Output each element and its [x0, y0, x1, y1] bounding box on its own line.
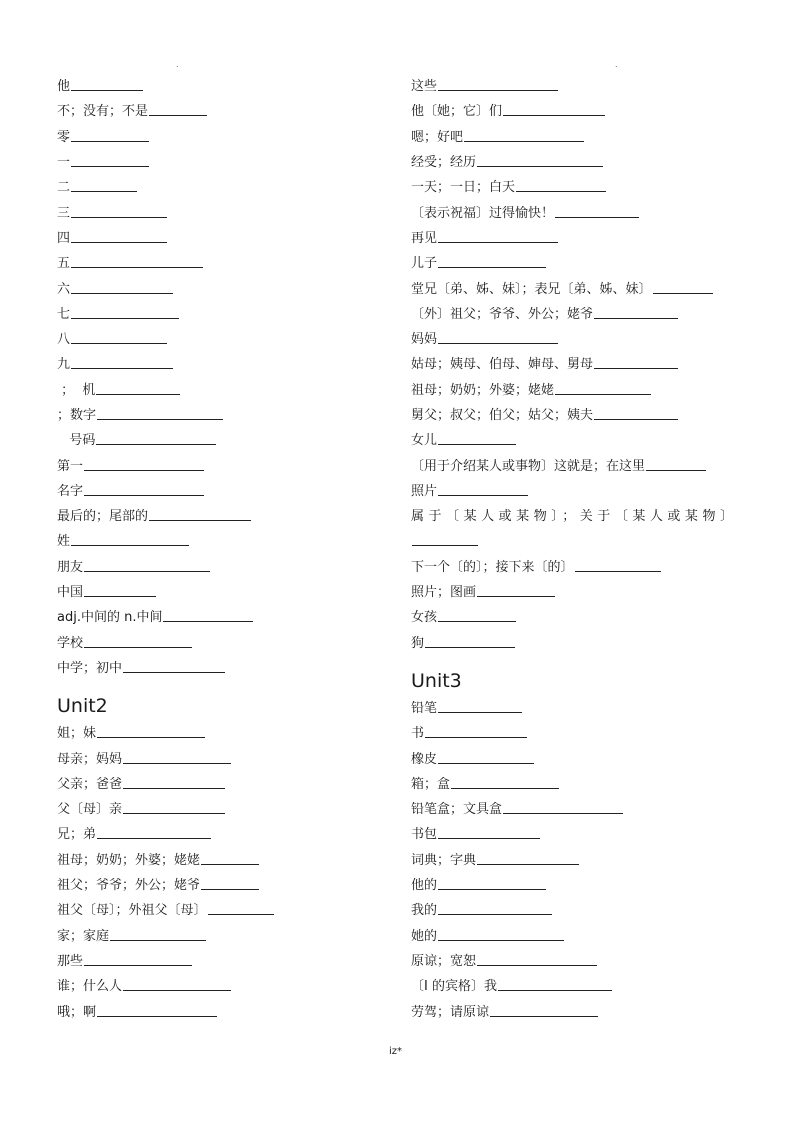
vocab-label: 谁；什么人	[57, 979, 123, 995]
vocab-label: ； 机	[57, 382, 96, 398]
vocab-list-unit2	[57, 721, 377, 1025]
answer-blank[interactable]	[110, 940, 206, 941]
vocab-label: 不；没有；不是	[57, 104, 149, 120]
vocab-list-unit1	[57, 74, 377, 681]
vocab-label: 兄；弟	[57, 827, 97, 843]
vocab-row	[411, 746, 733, 771]
vocab-label: 嗯；好吧	[411, 129, 464, 145]
answer-blank[interactable]	[477, 596, 555, 597]
answer-blank[interactable]	[71, 242, 167, 243]
vocab-label: 祖母；奶奶；外婆；姥姥	[57, 852, 201, 868]
vocab-label: 学校	[57, 635, 84, 651]
vocab-label: 我的	[411, 903, 438, 919]
answer-blank[interactable]	[438, 343, 558, 344]
vocab-row	[411, 125, 733, 150]
vocab-row	[57, 150, 377, 175]
answer-blank[interactable]	[71, 217, 167, 218]
vocab-row	[411, 302, 733, 327]
answer-blank[interactable]	[71, 318, 179, 319]
answer-blank[interactable]	[201, 889, 259, 890]
vocab-row	[411, 580, 733, 605]
vocab-label: 姑母；姨母、伯母、婶母、舅母	[411, 357, 594, 373]
answer-blank[interactable]	[123, 990, 231, 991]
answer-blank[interactable]	[97, 737, 205, 738]
vocab-row	[411, 428, 733, 453]
vocab-label: 七	[57, 306, 71, 322]
vocab-label: 九	[57, 357, 71, 373]
vocab-row	[411, 403, 733, 428]
answer-blank[interactable]	[490, 1016, 598, 1017]
vocab-row	[57, 822, 377, 847]
vocab-row	[57, 529, 377, 554]
answer-blank[interactable]	[477, 864, 579, 865]
answer-blank[interactable]	[71, 90, 143, 91]
answer-blank[interactable]	[84, 470, 204, 471]
vocab-label: 〔表示祝福〕过得愉快！	[411, 205, 555, 221]
vocab-label: 这些	[411, 79, 438, 95]
vocab-label: 妈妈	[411, 332, 438, 348]
vocab-label: 四	[57, 230, 71, 246]
vocab-row	[57, 226, 377, 251]
vocab-label: 他的	[411, 878, 438, 894]
answer-blank[interactable]	[653, 293, 713, 294]
vocab-label: 铅笔盒；文具盒	[411, 802, 503, 818]
vocab-label: 姐；妹	[57, 726, 97, 742]
vocab-label: 中国	[57, 585, 84, 601]
vocab-row	[411, 175, 733, 200]
vocab-row	[411, 150, 733, 175]
vocab-row	[411, 378, 733, 403]
vocab-label: 号码	[57, 433, 96, 449]
vocab-label: 祖父〔母〕；外祖父〔母〕	[57, 903, 207, 919]
page-footer-mark: iz*	[389, 1046, 403, 1057]
answer-blank[interactable]	[594, 318, 678, 319]
vocab-label: 女儿	[411, 433, 438, 449]
vocab-row	[57, 403, 377, 428]
vocab-label: 原谅；宽恕	[411, 953, 477, 969]
vocab-label: 书包	[411, 827, 438, 843]
answer-blank[interactable]	[123, 813, 225, 814]
vocab-label: 舅父；叔父；伯父；姑父；姨夫	[411, 408, 594, 423]
answer-blank[interactable]	[451, 788, 559, 789]
answer-blank[interactable]	[71, 343, 167, 344]
answer-blank[interactable]	[594, 368, 678, 369]
answer-blank[interactable]	[84, 596, 156, 597]
answer-blank[interactable]	[438, 940, 564, 941]
vocab-label: 铅笔	[411, 700, 438, 716]
vocab-label: 中学；初中	[57, 660, 123, 676]
vocab-row	[57, 580, 377, 605]
answer-blank[interactable]	[201, 864, 259, 865]
vocab-label: 名字	[57, 483, 84, 499]
justified-vocab-line: 属于〔某人或某物〕；关于〔某人或某物〕	[411, 509, 733, 525]
vocab-label: 零	[57, 129, 71, 145]
vocab-row	[57, 302, 377, 327]
answer-blank[interactable]	[425, 737, 527, 738]
vocab-label: 劳驾；请原谅	[411, 1004, 490, 1020]
answer-blank[interactable]	[464, 141, 584, 142]
vocab-row	[57, 721, 377, 746]
answer-blank[interactable]	[84, 965, 192, 966]
vocab-row	[57, 631, 377, 656]
vocab-label: 姓	[57, 534, 71, 550]
answer-blank[interactable]	[97, 1016, 217, 1017]
vocab-label: 那些	[57, 953, 84, 969]
vocab-label: 母亲；妈妈	[57, 751, 123, 767]
vocab-label: 下一个〔的〕；接下来〔的〕	[411, 559, 574, 575]
answer-blank[interactable]	[149, 115, 207, 116]
vocab-label: 最后的；尾部的	[57, 509, 149, 525]
answer-blank[interactable]	[646, 470, 706, 471]
answer-blank[interactable]	[71, 166, 149, 167]
answer-blank[interactable]	[84, 495, 204, 496]
vocab-row	[57, 276, 377, 301]
vocab-row	[57, 949, 377, 974]
answer-blank[interactable]	[498, 990, 612, 991]
answer-blank[interactable]	[438, 267, 546, 268]
answer-blank[interactable]	[438, 712, 522, 713]
vocab-row	[57, 352, 377, 377]
vocab-label: 橡皮	[411, 751, 438, 767]
vocab-row	[411, 772, 733, 797]
vocab-row	[411, 226, 733, 251]
answer-blank[interactable]	[477, 166, 603, 167]
vocab-list-unit3	[411, 696, 733, 1025]
answer-blank[interactable]	[71, 293, 173, 294]
vocab-row	[411, 99, 733, 124]
vocab-label: 八	[57, 332, 71, 348]
vocab-row	[411, 74, 733, 99]
vocab-row	[411, 251, 733, 276]
vocab-row	[411, 453, 733, 478]
answer-blank[interactable]	[163, 621, 253, 622]
vocab-row	[57, 504, 377, 529]
vocab-label: 祖母；奶奶；外婆；姥姥	[411, 382, 555, 398]
vocab-label: 祖父；爷爷；外公；姥爷	[57, 878, 201, 894]
vocab-row	[57, 378, 377, 403]
answer-blank[interactable]	[71, 141, 149, 142]
answer-blank[interactable]	[123, 672, 225, 673]
answer-blank[interactable]	[123, 763, 231, 764]
answer-blank[interactable]	[438, 889, 546, 890]
vocab-label: adj.中间的 n.中间	[57, 610, 163, 626]
answer-blank[interactable]	[555, 217, 639, 218]
vocab-row	[57, 99, 377, 124]
vocab-label: 朋友	[57, 559, 84, 575]
vocab-row	[57, 605, 377, 630]
vocab-label: 〔用于介绍某人或事物〕这就是；在这里	[411, 458, 646, 474]
vocab-label: 家；家庭	[57, 928, 110, 944]
vocab-row	[57, 797, 377, 822]
vocab-label: 三	[57, 205, 71, 221]
vocab-row	[411, 974, 733, 999]
vocab-label: 五	[57, 256, 71, 272]
vocab-row	[57, 924, 377, 949]
vocab-row	[411, 605, 733, 630]
answer-blank[interactable]	[412, 545, 478, 546]
vocab-list-unit2-continued	[411, 74, 733, 504]
vocab-row	[411, 949, 733, 974]
vocab-label: 一天；一日；白天	[411, 180, 516, 196]
answer-blank[interactable]	[438, 914, 552, 915]
answer-blank[interactable]	[503, 813, 623, 814]
vocab-row	[57, 479, 377, 504]
answer-blank[interactable]	[71, 368, 173, 369]
vocab-row	[411, 999, 733, 1024]
answer-blank[interactable]	[503, 115, 605, 116]
answer-blank[interactable]	[438, 621, 516, 622]
vocab-row	[411, 479, 733, 504]
answer-blank[interactable]	[96, 444, 216, 445]
vocab-list-unit2-tail	[411, 555, 733, 656]
unit2-heading: Unit2	[57, 695, 108, 718]
vocab-row	[411, 898, 733, 923]
answer-blank[interactable]	[97, 419, 223, 420]
vocab-row	[57, 898, 377, 923]
answer-blank[interactable]	[149, 520, 251, 521]
vocab-row	[57, 428, 377, 453]
top-dot-right: .	[615, 60, 618, 69]
answer-blank[interactable]	[438, 495, 528, 496]
vocab-row	[411, 848, 733, 873]
vocab-row	[57, 656, 377, 681]
vocab-row	[57, 873, 377, 898]
vocab-label: 二	[57, 180, 71, 196]
vocab-row	[411, 352, 733, 377]
vocab-row	[57, 453, 377, 478]
vocab-row	[411, 276, 733, 301]
answer-blank[interactable]	[477, 965, 597, 966]
vocab-label: 父亲；爸爸	[57, 776, 123, 792]
answer-blank[interactable]	[425, 647, 515, 648]
answer-blank[interactable]	[438, 242, 558, 243]
vocab-label: 他〔她；它〕们	[411, 104, 503, 120]
vocab-row	[411, 696, 733, 721]
vocab-row	[57, 251, 377, 276]
answer-blank[interactable]	[438, 444, 516, 445]
answer-blank[interactable]	[84, 647, 192, 648]
vocab-label: 书	[411, 726, 425, 742]
vocab-row	[411, 822, 733, 847]
vocab-label: 她的	[411, 928, 438, 944]
vocab-label: 堂兄〔弟、姊、妹〕；表兄〔弟、姊、妹〕	[411, 281, 652, 297]
vocab-label: 父〔母〕亲	[57, 802, 123, 818]
vocab-label: 词典；字典	[411, 852, 477, 868]
vocab-label: 第一	[57, 458, 84, 474]
top-dot-left: .	[176, 60, 179, 69]
right-column	[411, 74, 733, 1025]
answer-blank[interactable]	[71, 545, 189, 546]
vocab-label: 哦；啊	[57, 1004, 97, 1020]
vocab-row	[57, 746, 377, 771]
vocab-label: 〔外〕祖父；爷爷、外公；姥爷	[411, 306, 594, 322]
answer-blank[interactable]	[71, 267, 203, 268]
vocab-row	[57, 555, 377, 580]
answer-blank[interactable]	[123, 788, 225, 789]
vocab-row	[57, 125, 377, 150]
vocab-row	[411, 924, 733, 949]
vocab-label: 〔I 的宾格〕我	[411, 979, 497, 995]
vocab-label: 经受；经历	[411, 155, 477, 171]
answer-blank[interactable]	[438, 763, 534, 764]
vocab-label: 六	[57, 281, 71, 297]
answer-blank[interactable]	[516, 191, 606, 192]
answer-blank[interactable]	[575, 571, 661, 572]
answer-blank[interactable]	[84, 571, 210, 572]
answer-blank[interactable]	[71, 191, 137, 192]
answer-blank[interactable]	[438, 90, 558, 91]
vocab-row	[57, 74, 377, 99]
vocab-row	[411, 555, 733, 580]
vocab-row	[57, 327, 377, 352]
vocab-label: 箱；盒	[411, 776, 451, 792]
vocab-row	[411, 200, 733, 225]
vocab-row	[57, 999, 377, 1024]
vocab-label: 狗	[411, 635, 425, 651]
left-column	[57, 74, 377, 1025]
answer-blank[interactable]	[208, 914, 274, 915]
vocab-label: 照片；图画	[411, 585, 477, 601]
vocab-label: 他	[57, 79, 71, 95]
vocab-label: ；数字	[57, 408, 97, 423]
vocab-label: 再见	[411, 230, 438, 246]
vocab-row	[57, 772, 377, 797]
vocab-label: 照片	[411, 483, 438, 499]
vocab-row	[57, 200, 377, 225]
answer-blank[interactable]	[96, 394, 180, 395]
answer-blank[interactable]	[438, 838, 540, 839]
vocab-row	[411, 631, 733, 656]
vocab-row	[411, 873, 733, 898]
vocab-label: 一	[57, 155, 71, 171]
vocab-row	[411, 797, 733, 822]
answer-blank[interactable]	[555, 394, 651, 395]
justified-vocab-blank-row	[411, 529, 733, 554]
answer-blank[interactable]	[594, 419, 678, 420]
vocab-row	[57, 175, 377, 200]
vocab-row	[57, 848, 377, 873]
vocab-row	[411, 721, 733, 746]
vocab-label: 儿子	[411, 256, 438, 272]
unit3-heading: Unit3	[411, 669, 462, 692]
vocab-label: 女孩	[411, 610, 438, 626]
answer-blank[interactable]	[97, 838, 211, 839]
vocab-row	[57, 974, 377, 999]
vocab-row	[411, 327, 733, 352]
